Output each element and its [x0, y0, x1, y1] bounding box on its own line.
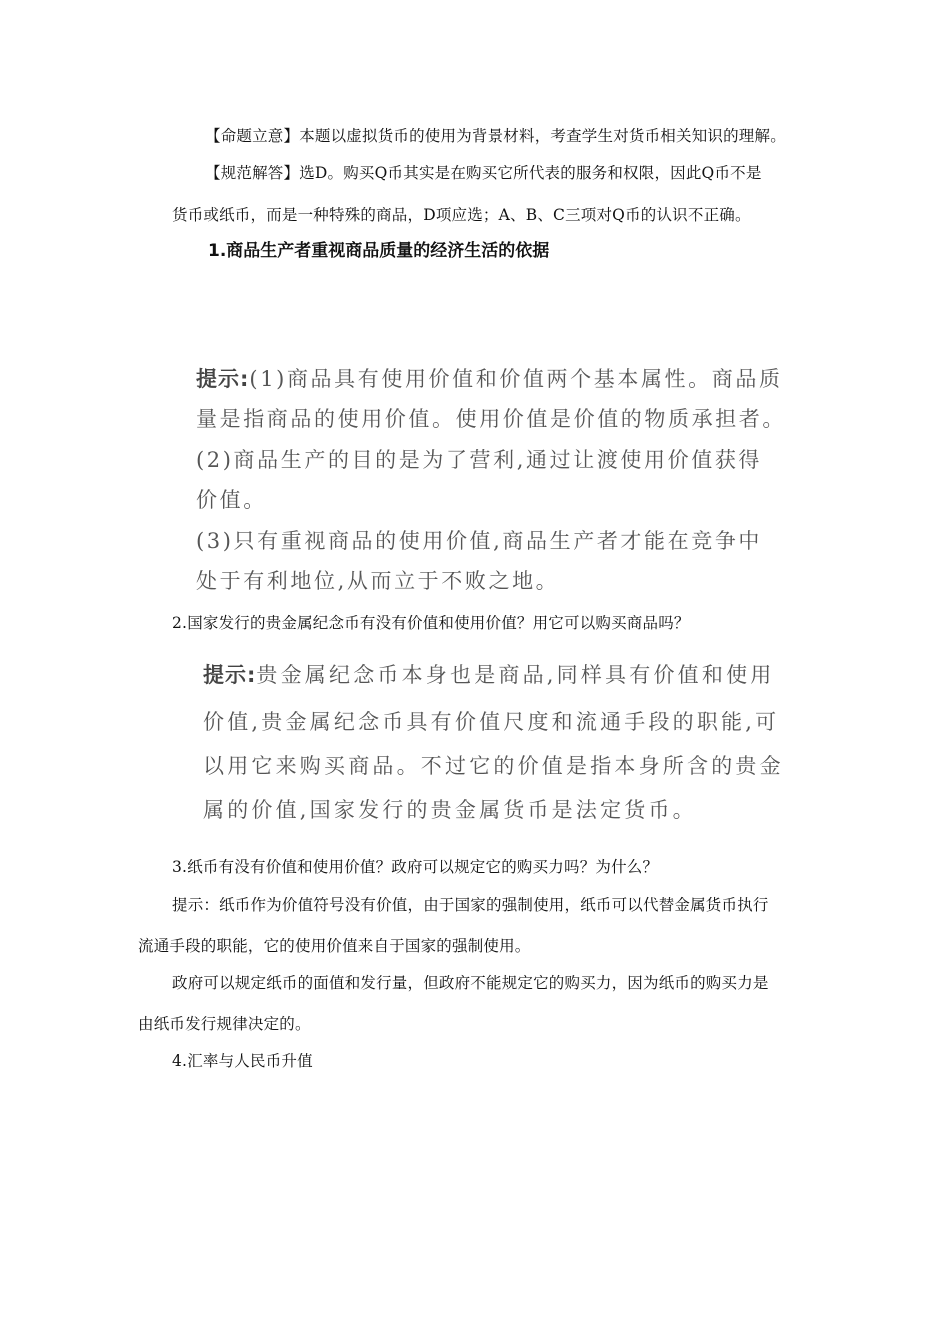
hint1-line-6: 处于有利地位,从而立于不败之地。 [196, 569, 560, 593]
hint2-line-1 [203, 661, 774, 689]
hint1-line-2: 量是指商品的使用价值。使用价值是价值的物质承担者。 [196, 407, 786, 431]
hint2-line-1-text: 贵金属纪念币本身也是商品,同样具有价值和使用 [256, 663, 775, 687]
hint1-line-5: (3)只有重视商品的使用价值,商品生产者才能在竞争中 [196, 529, 763, 553]
hint1-label: 提示: [196, 367, 250, 391]
question-3: 3.纸币有没有价值和使用价值？政府可以规定它的购买力吗？为什么？ [172, 858, 659, 876]
intent-label: 【命题立意】 [205, 127, 300, 145]
question-4: 4.汇率与人民币升值 [172, 1052, 313, 1070]
intent-paragraph [205, 126, 786, 146]
hint2-line-3: 以用它来购买商品。不过它的价值是指本身所含的贵金 [203, 754, 784, 778]
hint2-label: 提示: [203, 663, 257, 687]
answer3-line-1: 提示：纸币作为价值符号没有价值，由于国家的强制使用，纸币可以代替金属货币执行 [172, 896, 769, 914]
answer3-line-2: 流通手段的职能，它的使用价值来自于国家的强制使用。 [138, 937, 531, 955]
answer-label: 【规范解答】 [205, 164, 300, 182]
question-2: 2.国家发行的贵金属纪念币有没有价值和使用价值？用它可以购买商品吗？ [172, 614, 690, 632]
hint1-line-1-text: (1)商品具有使用价值和价值两个基本属性。商品质 [249, 367, 783, 391]
answer-text-line1: 选D。购买Q币其实是在购买它所代表的服务和权限，因此Q币不是 [299, 164, 762, 182]
answer3-line-3: 政府可以规定纸币的面值和发行量，但政府不能规定它的购买力，因为纸币的购买力是 [172, 974, 769, 992]
answer-paragraph-line1 [205, 163, 762, 183]
hint1-line-4: 价值。 [196, 488, 267, 512]
hint1-line-3: (2)商品生产的目的是为了营利,通过让渡使用价值获得 [196, 448, 763, 472]
hint1-line-1 [196, 365, 783, 393]
hint2-line-4: 属的价值,国家发行的贵金属货币是法定货币。 [203, 798, 697, 822]
hint2-line-2: 价值,贵金属纪念币具有价值尺度和流通手段的职能,可 [203, 710, 780, 734]
intent-text: 本题以虚拟货币的使用为背景材料，考查学生对货币相关知识的理解。 [299, 127, 786, 145]
answer-paragraph-line2: 货币或纸币，而是一种特殊的商品，D项应选；A、B、C三项对Q币的认识不正确。 [172, 206, 751, 224]
section-heading-1: 1.商品生产者重视商品质量的经济生活的依据 [208, 241, 550, 261]
answer3-line-4: 由纸币发行规律决定的。 [138, 1015, 311, 1033]
